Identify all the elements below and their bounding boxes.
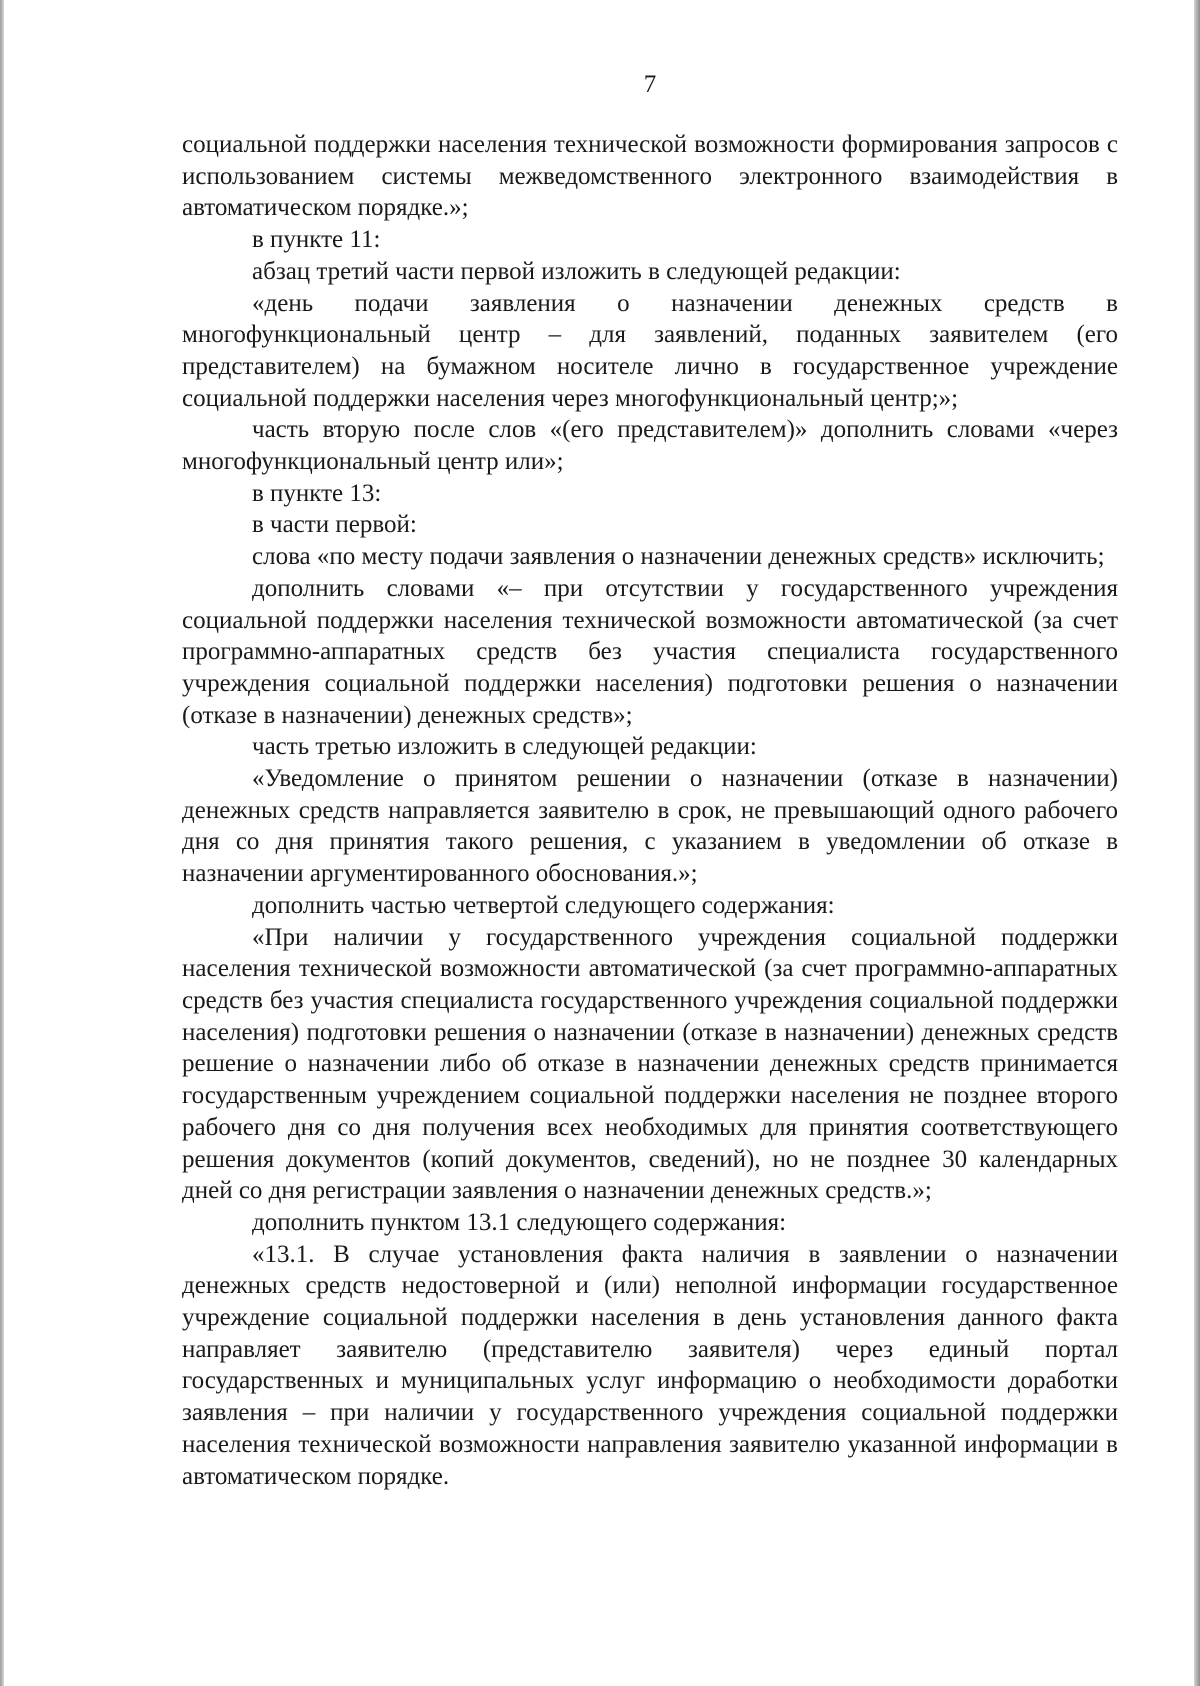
document-body [182, 129, 1118, 1492]
paragraph-6: в пункте 13: [252, 479, 382, 507]
paragraph-11: «Уведомление о принятом решении о назначении (отказе в назначении) денежных средств направляется заявителю в срок, не превышающий одного рабочего дня со дня принятия такого решения, с указанием в уведомлении об отказе в назначении аргументированного обоснования.»; [182, 765, 1118, 888]
paragraph-2: в пункте 11: [252, 226, 381, 254]
paragraph-12: дополнить частью четвертой следующего содержания: [252, 891, 835, 919]
paragraph-15: «13.1. В случае установления факта наличия в заявлении о назначении денежных средств недостоверной и (или) неполной информации государственное учреждение социальной поддержки населения в день установления данного факта направляет заявителю (представителю заявителя) через единый портал государственных и муниципальных услуг информацию о необходимости доработки заявления – при наличии у государственного учреждения социальной поддержки населения технической возможности направления заявителю указанной информации в автоматическом порядке. [182, 1240, 1118, 1490]
scan-right-edge [1194, 0, 1200, 1686]
paragraph-5: часть вторую после слов «(его представителем)» дополнить словами «через многофункциональный центр или»; [182, 416, 1118, 476]
page-number: 7 [643, 71, 657, 98]
paragraph-8: слова «по месту подачи заявления о назначении денежных средств» исключить; [252, 543, 1105, 571]
paragraph-4: «день подачи заявления о назначении денежных средств в многофункциональный центр – для заявлений, поданных заявителем (его представителем) на бумажном носителе лично в государственное учреждение социальной поддержки населения через многофункциональный центр;»; [182, 289, 1118, 412]
paragraph-9: дополнить словами «– при отсутствии у государственного учреждения социальной поддержки населения технической возможности автоматической (за счет программно-аппаратных средств без участия специалиста государственного учреждения социальной поддержки населения) подготовки решения о назначении (отказе в назначении) денежных средств»; [182, 574, 1118, 729]
paragraph-14: дополнить пунктом 13.1 следующего содержания: [252, 1208, 787, 1236]
paragraph-1: социальной поддержки населения технической возможности формирования запросов с использованием системы межведомственного электронного взаимодействия в автоматическом порядке.»; [182, 131, 1118, 222]
paragraph-7: в части первой: [252, 511, 417, 539]
paragraph-10: часть третью изложить в следующей редакции: [252, 733, 757, 761]
scan-left-edge [0, 0, 4, 1686]
paragraph-3: абзац третий части первой изложить в следующей редакции: [252, 257, 901, 285]
paragraph-13: «При наличии у государственного учреждения социальной поддержки населения технической возможности автоматической (за счет программно-аппаратных средств без участия специалиста государственного учреждения социальной поддержки населения) подготовки решения о назначении (отказе в назначении) денежных средств решение о назначении либо об отказе в назначении денежных средств принимается государственным учреждением социальной поддержки населения не позднее второго рабочего дня со дня получения всех необходимых для принятия соответствующего решения документов (копий документов, сведений), но не позднее 30 календарных дней со дня регистрации заявления о назначении денежных средств.»; [182, 923, 1118, 1205]
